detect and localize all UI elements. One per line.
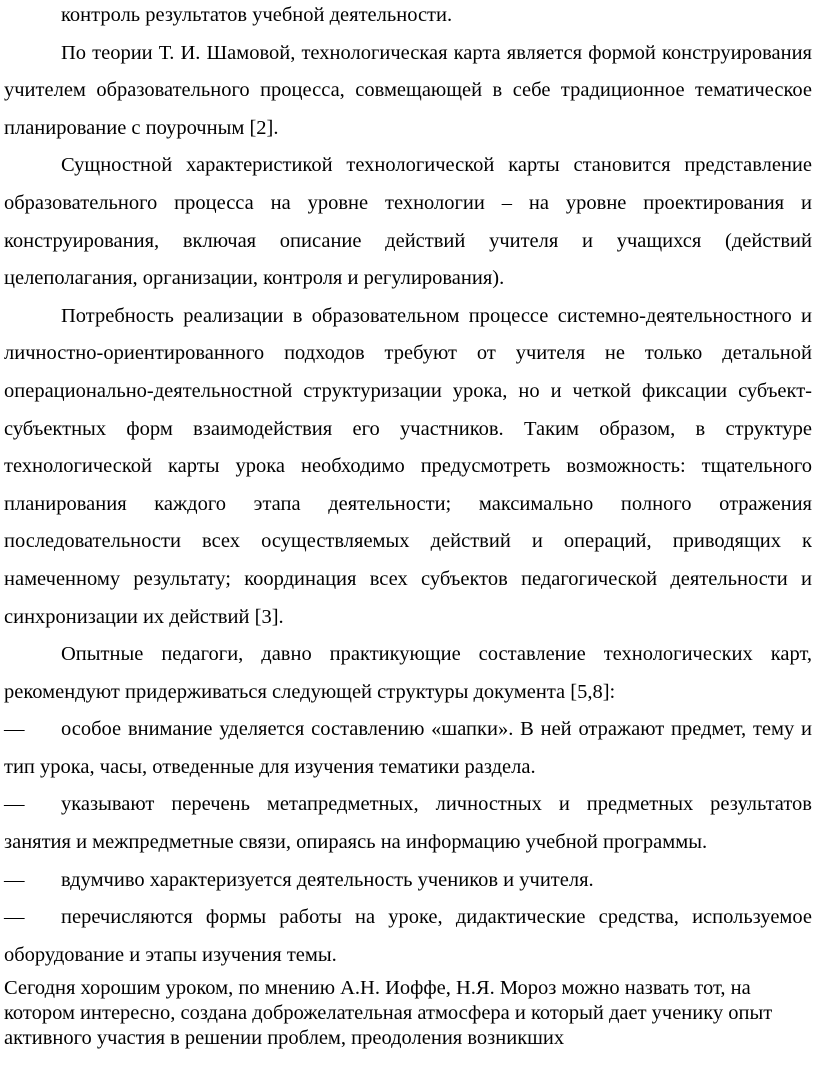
- list-item-text: перечисляются формы работы на уроке, дидактические средства, используемое оборудование и этапы изучения темы.: [4, 906, 812, 966]
- list-item: [4, 899, 812, 974]
- list-dash-marker: —: [4, 793, 25, 816]
- list-item-text: особое внимание уделяется составлению «шапки». В ней отражают предмет, тему и тип урока, часы, отведенные для изучения тематики раздела.: [4, 718, 812, 778]
- paragraph-need-for-implementation: Потребность реализации в образовательном процессе системно-деятельностного и личностно-ориентированного подходов требуют от учителя не только детальной операционально-деятельностной структуризации урока, но и четкой фиксации субъект-субъектных форм взаимодействия его участников. Таким образом, в структуре технологической карты урока необходимо предусмотреть возможность: тщательного планирования каждого этапа деятельности; максимально полного отражения последовательности всех осуществляемых действий и операций, приводящих к намеченному результату; координация всех субъектов педагогической деятельности и синхронизации их действий [3].: [4, 304, 812, 628]
- list-dash-marker: —: [4, 868, 25, 891]
- list-dash-marker: —: [4, 718, 25, 741]
- list-item: [4, 786, 812, 861]
- paragraph-continuation: контроль результатов учебной деятельности.: [61, 4, 453, 26]
- list-item: [4, 862, 812, 900]
- paragraph-essential-characteristic: Сущностной характеристикой технологической карты становится представление образовательного процесса на уровне технологии – на уровне проектирования и конструирования, включая описание действий учителя и учащихся (действий целеполагания, организации, контроля и регулирования).: [4, 154, 812, 290]
- list-dash-marker: —: [4, 906, 25, 929]
- paragraph-shamova-theory: По теории Т. И. Шамовой, технологическая карта является формой конструирования учителем образовательного процесса, совмещающей в себе традиционное тематическое планирование с поурочным [2].: [4, 41, 812, 139]
- list-item: [4, 711, 812, 786]
- list-item-text: вдумчиво характеризуется деятельность учеников и учителя.: [61, 868, 594, 891]
- list-item-text: указывают перечень метапредметных, личностных и предметных результатов занятия и межпредметные связи, опираясь на информацию учебной программы.: [4, 793, 812, 854]
- paragraph-experienced-teachers: Опытные педагоги, давно практикующие составление технологических карт, рекомендуют придерживаться следующей структуры документа [5,8]:: [4, 643, 812, 703]
- paragraph-good-lesson: Сегодня хорошим уроком, по мнению А.Н. Иоффе, Н.Я. Мороз можно назвать тот, на котором интересно, создана доброжелательная атмосфера и который дает ученику опыт активного участия в решении проблем, преодоления возникших: [4, 977, 773, 1050]
